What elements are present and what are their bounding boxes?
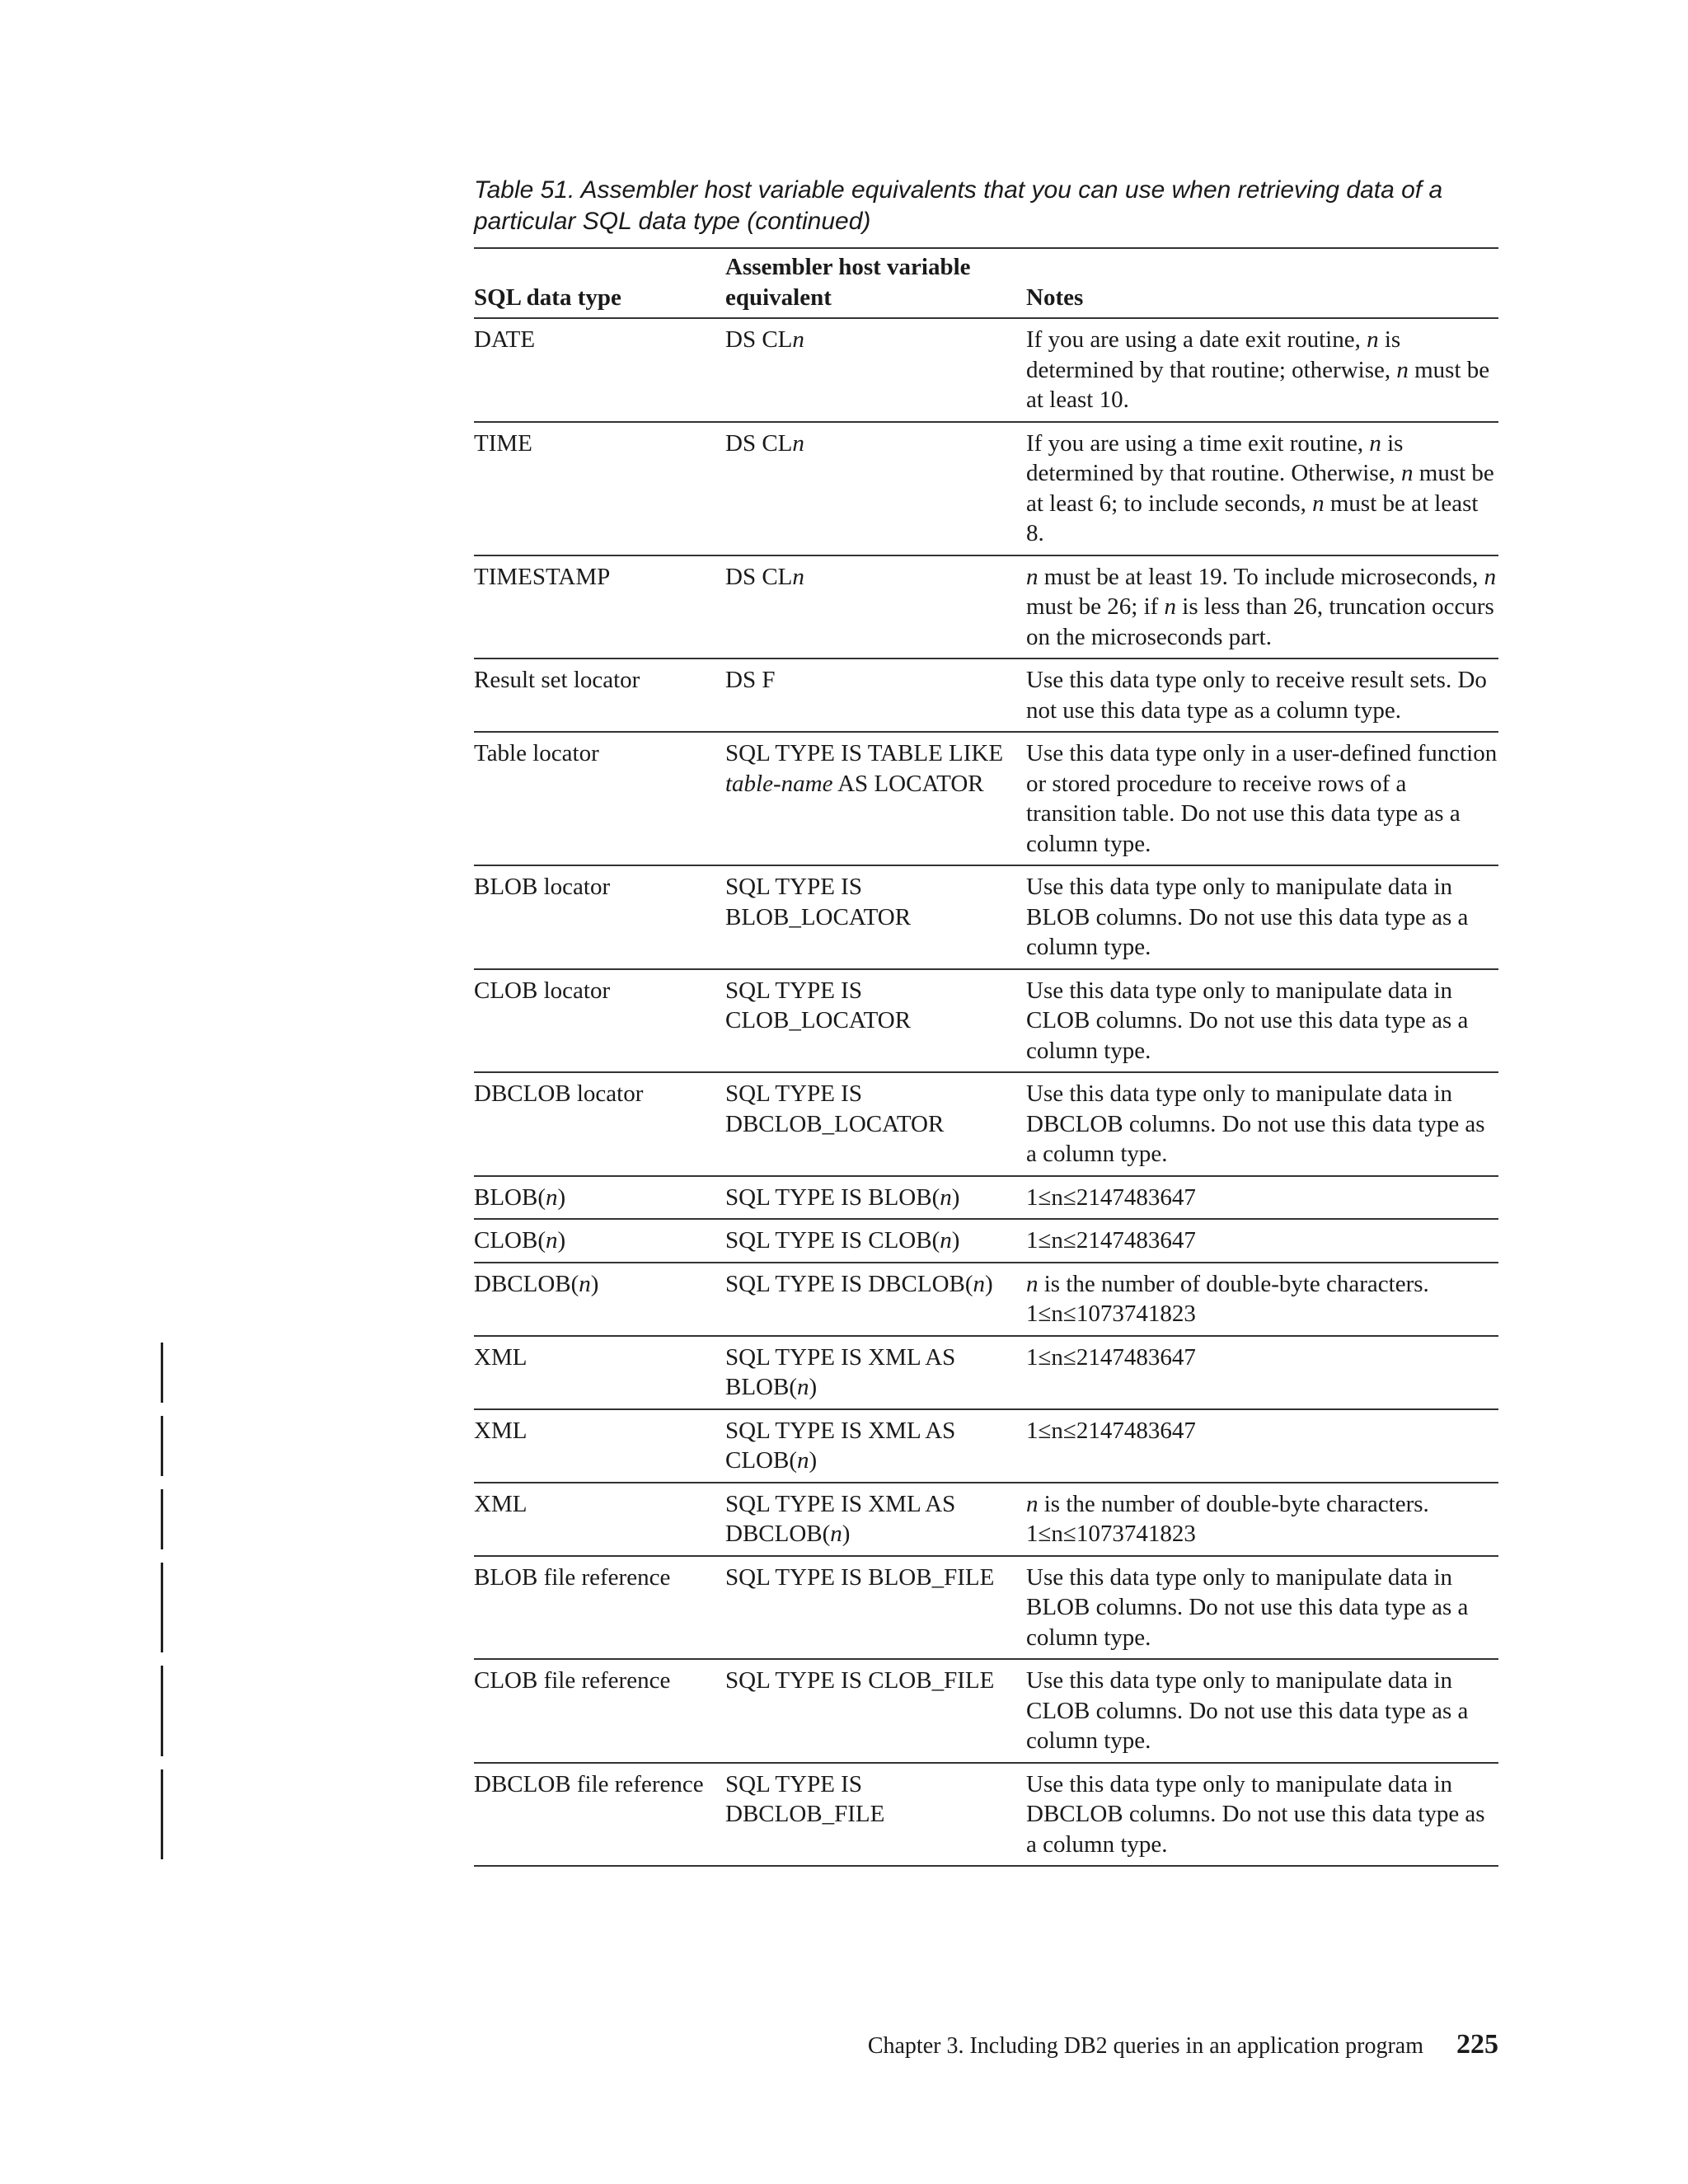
table-row [474,422,1498,555]
page-footer [868,2029,1498,2060]
table-row [474,865,1498,969]
table-row [474,1219,1498,1263]
cell-assembler-equivalent: SQL TYPE IS DBCLOB(n) [725,1270,993,1297]
cell-notes: Use this data type only to manipulate data in CLOB columns. Do not use this data type as a column type. [1026,1667,1469,1754]
cell-sql-data-type: CLOB(n) [474,1227,566,1254]
revision-bar [161,1666,163,1756]
cell-assembler-equivalent: DS CLn [725,429,804,457]
table-row [474,1556,1498,1660]
table-body [474,318,1498,1866]
revision-bar [161,1343,163,1403]
cell-assembler-equivalent: DS CLn [725,563,804,590]
table-row [474,1659,1498,1763]
revision-bar [161,1563,163,1653]
cell-notes: 1≤n≤2147483647 [1026,1343,1196,1371]
cell-sql-data-type: CLOB locator [474,977,611,1004]
data-type-table [474,247,1498,1867]
cell-sql-data-type: CLOB file reference [474,1667,671,1694]
cell-notes: If you are using a time exit routine, n is determined by that routine. Otherwise, n must be at least 6; to include seconds, n must be at least 8. [1026,429,1494,546]
cell-notes: 1≤n≤2147483647 [1026,1227,1196,1254]
table-container [474,247,1498,1867]
cell-sql-data-type: DBCLOB locator [474,1080,644,1107]
cell-sql-data-type: DATE [474,326,536,353]
cell-sql-data-type: BLOB file reference [474,1563,671,1591]
cell-assembler-equivalent: DS F [725,667,776,693]
cell-notes: Use this data type only to receive result sets. Do not use this data type as a column type. [1026,667,1487,724]
header-sql-data-type: SQL data type [474,284,621,311]
chapter-title: Chapter 3. Including DB2 queries in an application program [867,2033,1423,2059]
cell-assembler-equivalent: SQL TYPE IS XML AS DBCLOB(n) [725,1490,956,1547]
cell-sql-data-type: DBCLOB file reference [474,1770,704,1797]
table-caption: Table 51. Assembler host variable equivalents that you can use when retrieving data of a particular SQL data type (continued) [474,176,1443,235]
cell-assembler-equivalent: SQL TYPE IS TABLE LIKE table-name AS LOCATOR [725,740,1004,797]
cell-notes: n must be at least 19. To include microseconds, n must be 26; if n is less than 26, truncation occurs on the microseconds part. [1026,563,1497,650]
revision-bar [161,1489,163,1549]
cell-sql-data-type: TIMESTAMP [474,563,611,590]
cell-sql-data-type: BLOB locator [474,874,611,900]
table-row [474,1263,1498,1336]
table-row [474,318,1498,422]
revision-bar [161,1416,163,1476]
cell-assembler-equivalent: SQL TYPE IS XML AS CLOB(n) [725,1417,956,1474]
cell-notes: Use this data type only in a user-defined function or stored procedure to receive rows of a transition table. Do not use this data type as a column type. [1026,740,1498,857]
cell-assembler-equivalent: SQL TYPE IS BLOB(n) [725,1183,960,1211]
header-row [474,248,1498,318]
cell-notes: Use this data type only to manipulate data in CLOB columns. Do not use this data type as a column type. [1026,977,1469,1064]
table-row [474,1336,1498,1409]
cell-assembler-equivalent: SQL TYPE IS CLOB(n) [725,1227,960,1254]
cell-sql-data-type: BLOB(n) [474,1183,566,1211]
table-row [474,1409,1498,1483]
cell-assembler-equivalent: SQL TYPE IS XML AS BLOB(n) [725,1343,956,1400]
cell-assembler-equivalent: SQL TYPE IS BLOB_LOCATOR [725,874,912,930]
cell-notes: Use this data type only to manipulate data in BLOB columns. Do not use this data type as a column type. [1026,1563,1469,1651]
table-row [474,1072,1498,1176]
cell-notes: 1≤n≤2147483647 [1026,1183,1196,1211]
table-header [474,248,1498,318]
cell-sql-data-type: Result set locator [474,667,640,693]
cell-sql-data-type: DBCLOB(n) [474,1270,599,1297]
cell-notes: Use this data type only to manipulate data in DBCLOB columns. Do not use this data type as a column type. [1026,1770,1485,1858]
cell-sql-data-type: Table locator [474,740,599,766]
cell-sql-data-type: TIME [474,429,532,457]
header-notes: Notes [1026,284,1084,311]
page-number: 225 [1456,2029,1498,2060]
cell-assembler-equivalent: SQL TYPE IS CLOB_LOCATOR [725,977,912,1033]
cell-notes: Use this data type only to manipulate data in BLOB columns. Do not use this data type as a column type. [1026,874,1469,960]
cell-assembler-equivalent: SQL TYPE IS DBCLOB_FILE [725,1770,885,1827]
cell-notes: 1≤n≤2147483647 [1026,1417,1196,1444]
table-row [474,969,1498,1073]
cell-sql-data-type: XML [474,1490,528,1517]
table-row [474,1483,1498,1556]
cell-notes: Use this data type only to manipulate data in DBCLOB columns. Do not use this data type as a column type. [1026,1080,1485,1167]
cell-notes: n is the number of double-byte characters. 1≤n≤1073741823 [1026,1490,1429,1547]
cell-assembler-equivalent: DS CLn [725,326,804,353]
table-row [474,658,1498,732]
cell-notes: If you are using a date exit routine, n is determined by that routine; otherwise, n must be at least 10. [1026,326,1490,413]
cell-notes: n is the number of double-byte characters. 1≤n≤1073741823 [1026,1270,1429,1327]
header-assembler-equivalent: Assembler host variable equivalent [725,254,971,311]
table-row [474,732,1498,865]
cell-assembler-equivalent: SQL TYPE IS CLOB_FILE [725,1667,995,1694]
table-row [474,1176,1498,1220]
cell-assembler-equivalent: SQL TYPE IS DBCLOB_LOCATOR [725,1080,945,1137]
cell-assembler-equivalent: SQL TYPE IS BLOB_FILE [725,1563,995,1591]
table-row [474,1763,1498,1867]
cell-sql-data-type: XML [474,1343,528,1371]
cell-sql-data-type: XML [474,1417,528,1444]
revision-bar [161,1769,163,1860]
table-row [474,555,1498,659]
